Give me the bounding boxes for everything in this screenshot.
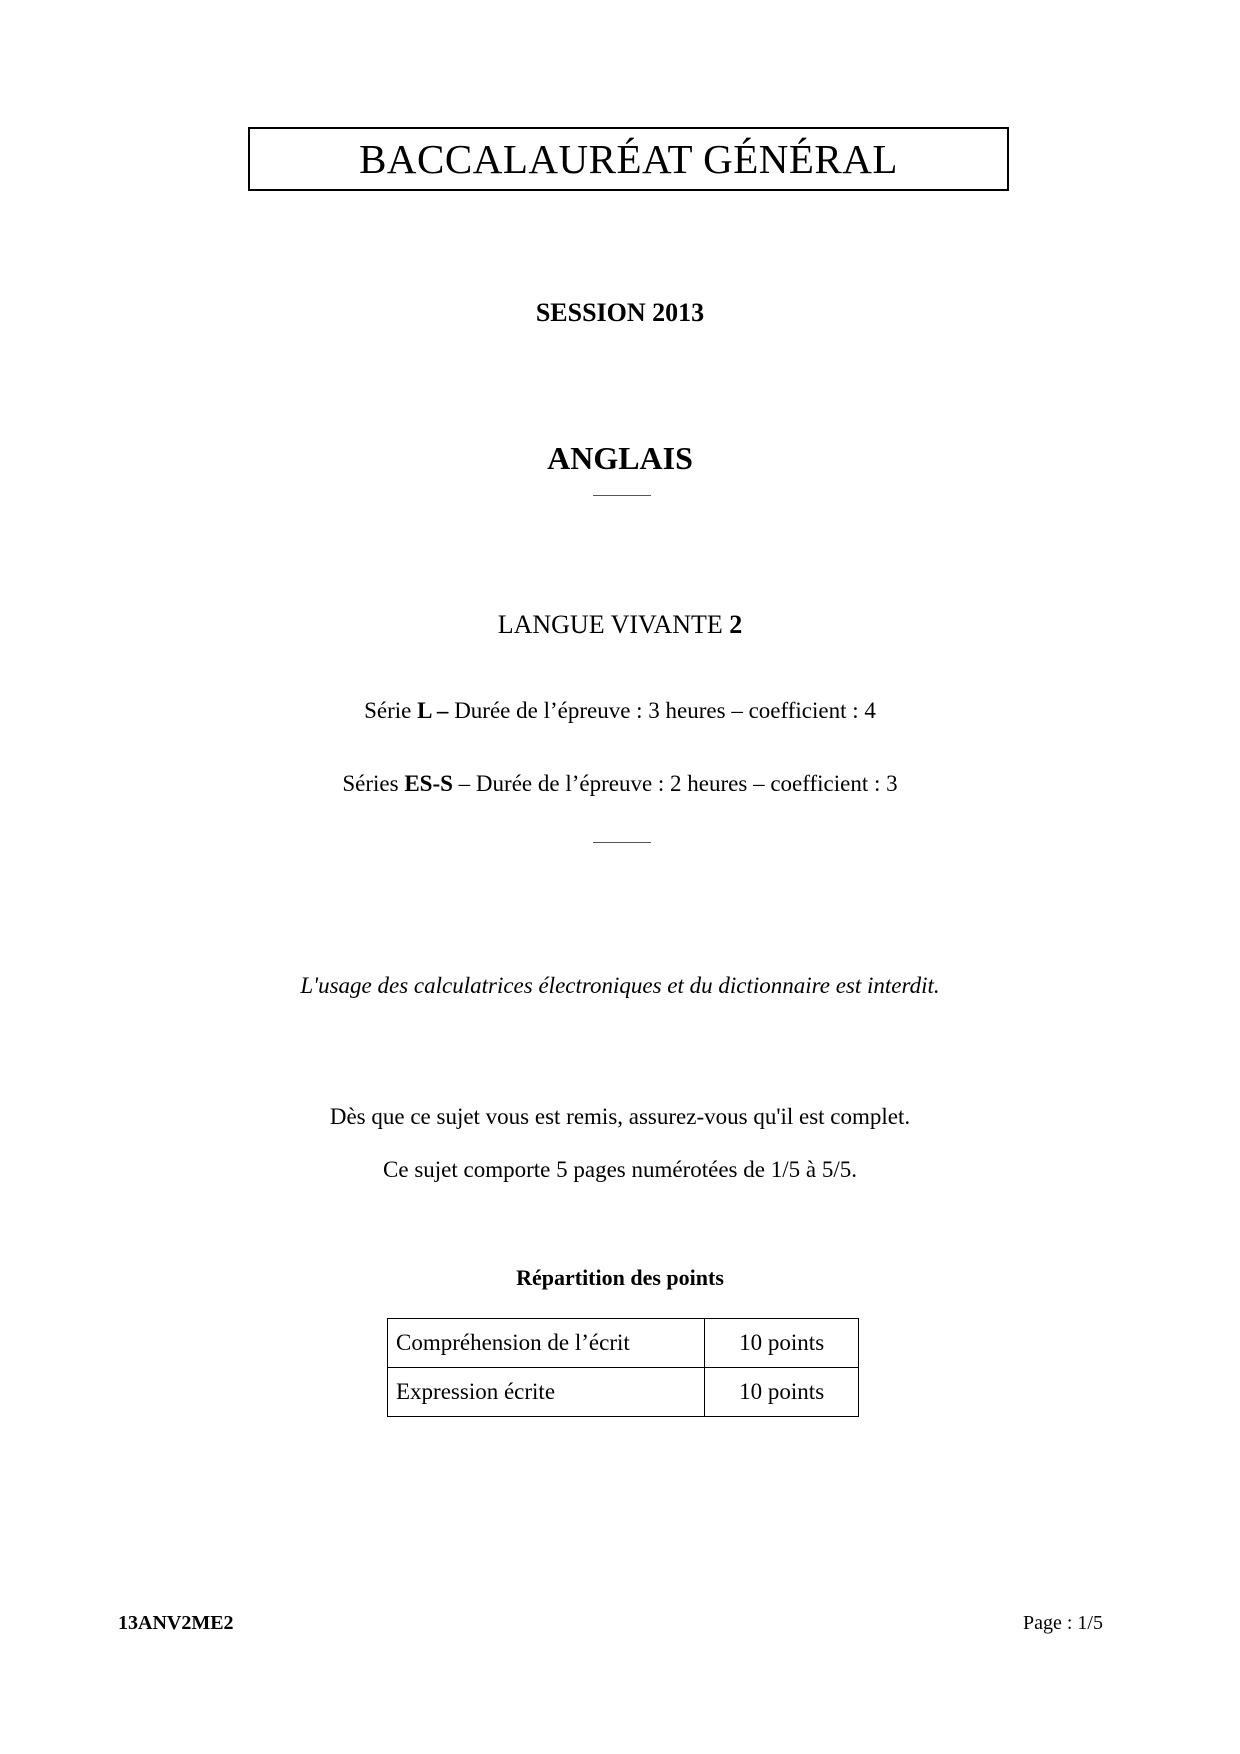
points-label-cell: Compréhension de l’écrit xyxy=(388,1319,705,1368)
title-box xyxy=(248,127,1009,191)
pages-count-notice: Ce sujet comporte 5 pages numérotées de 1/5 à 5/5. xyxy=(383,1157,857,1182)
table-row xyxy=(388,1319,859,1368)
langue-number: 2 xyxy=(729,610,743,639)
table-row xyxy=(388,1368,859,1417)
serie-ess-details: – Durée de l’épreuve : 2 heures – coefficient : 3 xyxy=(452,771,898,796)
subject-title: ANGLAIS xyxy=(547,440,693,476)
footer-exam-code: 13ANV2ME2 xyxy=(118,1612,234,1634)
short-divider xyxy=(593,495,651,496)
langue-prefix: LANGUE VIVANTE xyxy=(497,610,730,639)
points-table-title: Répartition des points xyxy=(516,1265,724,1290)
check-complete-notice: Dès que ce sujet vous est remis, assurez-vous qu'il est complet. xyxy=(329,1104,911,1129)
serie-ess-line xyxy=(0,771,1240,797)
serie-l-line xyxy=(0,698,1240,724)
session-label: SESSION 2013 xyxy=(535,298,705,327)
langue-vivante xyxy=(0,610,1240,640)
calculator-notice: L'usage des calculatrices électroniques et du dictionnaire est interdit. xyxy=(300,973,940,998)
serie-ess-prefix: Séries xyxy=(342,771,405,796)
points-label-cell: Expression écrite xyxy=(388,1368,705,1417)
document-title: BACCALAURÉAT GÉNÉRAL xyxy=(359,136,898,182)
short-divider xyxy=(593,842,651,843)
points-value-cell: 10 points xyxy=(705,1368,859,1417)
points-value-cell: 10 points xyxy=(705,1319,859,1368)
serie-l-prefix: Série xyxy=(364,698,418,723)
serie-l-details: Durée de l’épreuve : 3 heures – coefficient : 4 xyxy=(448,698,876,723)
serie-l-name: L – xyxy=(417,698,449,723)
points-table xyxy=(387,1318,859,1417)
footer-page-number: Page : 1/5 xyxy=(1023,1612,1103,1634)
serie-ess-name: ES-S xyxy=(404,771,453,796)
